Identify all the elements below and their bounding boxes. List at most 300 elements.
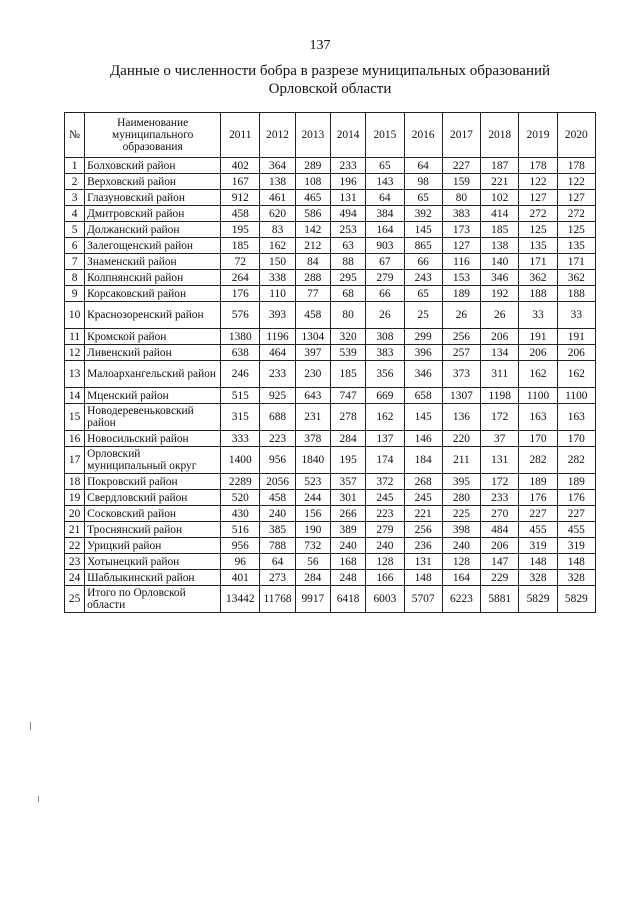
value-cell: 643	[295, 388, 330, 404]
value-cell: 66	[366, 286, 404, 302]
header-name: Наименование муниципального образования	[85, 113, 221, 158]
row-number: 6	[65, 238, 85, 254]
table-row	[65, 506, 596, 522]
value-cell: 233	[481, 490, 519, 506]
row-number: 3	[65, 190, 85, 206]
value-cell: 13442	[221, 586, 260, 613]
value-cell: 192	[481, 286, 519, 302]
value-cell: 131	[404, 554, 442, 570]
value-cell: 301	[330, 490, 365, 506]
table-row	[65, 538, 596, 554]
municipality-name: Дмитровский район	[85, 206, 221, 222]
value-cell: 389	[330, 522, 365, 538]
value-cell: 68	[330, 286, 365, 302]
value-cell: 72	[221, 254, 260, 270]
value-cell: 102	[481, 190, 519, 206]
table-row	[65, 404, 596, 431]
value-cell: 185	[481, 222, 519, 238]
value-cell: 176	[557, 490, 595, 506]
municipality-name: Покровский район	[85, 474, 221, 490]
value-cell: 586	[295, 206, 330, 222]
value-cell: 357	[330, 474, 365, 490]
value-cell: 244	[295, 490, 330, 506]
header-year: 2017	[442, 113, 480, 158]
municipality-name: Корсаковский район	[85, 286, 221, 302]
value-cell: 164	[366, 222, 404, 238]
table-row	[65, 254, 596, 270]
row-number: 23	[65, 554, 85, 570]
header-year: 2012	[260, 113, 295, 158]
value-cell: 396	[404, 345, 442, 361]
value-cell: 150	[260, 254, 295, 270]
value-cell: 188	[557, 286, 595, 302]
municipality-name: Итого по Орловской области	[85, 586, 221, 613]
table-row	[65, 302, 596, 329]
value-cell: 2056	[260, 474, 295, 490]
value-cell: 148	[519, 554, 557, 570]
header-year: 2019	[519, 113, 557, 158]
value-cell: 233	[330, 158, 365, 174]
value-cell: 245	[404, 490, 442, 506]
value-cell: 225	[442, 506, 480, 522]
value-cell: 84	[295, 254, 330, 270]
value-cell: 138	[260, 174, 295, 190]
row-number: 11	[65, 329, 85, 345]
value-cell: 26	[481, 302, 519, 329]
value-cell: 520	[221, 490, 260, 506]
value-cell: 189	[557, 474, 595, 490]
value-cell: 221	[404, 506, 442, 522]
value-cell: 956	[260, 447, 295, 474]
row-number: 7	[65, 254, 85, 270]
value-cell: 1100	[519, 388, 557, 404]
municipality-name: Сосковский район	[85, 506, 221, 522]
header-year: 2013	[295, 113, 330, 158]
scan-mark	[30, 722, 31, 730]
value-cell: 494	[330, 206, 365, 222]
value-cell: 402	[221, 158, 260, 174]
value-cell: 430	[221, 506, 260, 522]
value-cell: 395	[442, 474, 480, 490]
table-row	[65, 554, 596, 570]
value-cell: 455	[557, 522, 595, 538]
value-cell: 135	[519, 238, 557, 254]
value-cell: 159	[442, 174, 480, 190]
value-cell: 356	[366, 361, 404, 388]
value-cell: 362	[519, 270, 557, 286]
value-cell: 227	[442, 158, 480, 174]
municipality-name: Хотынецкий район	[85, 554, 221, 570]
header-year: 2014	[330, 113, 365, 158]
value-cell: 245	[366, 490, 404, 506]
municipality-name: Болховский район	[85, 158, 221, 174]
value-cell: 1198	[481, 388, 519, 404]
value-cell: 65	[366, 158, 404, 174]
value-cell: 163	[557, 404, 595, 431]
value-cell: 138	[481, 238, 519, 254]
value-cell: 458	[295, 302, 330, 329]
value-cell: 191	[519, 329, 557, 345]
value-cell: 253	[330, 222, 365, 238]
value-cell: 256	[404, 522, 442, 538]
value-cell: 319	[557, 538, 595, 554]
value-cell: 658	[404, 388, 442, 404]
value-cell: 6418	[330, 586, 365, 613]
value-cell: 196	[330, 174, 365, 190]
value-cell: 148	[557, 554, 595, 570]
value-cell: 384	[366, 206, 404, 222]
value-cell: 195	[221, 222, 260, 238]
municipality-name: Знаменский район	[85, 254, 221, 270]
value-cell: 227	[519, 506, 557, 522]
value-cell: 373	[442, 361, 480, 388]
municipality-name: Ливенский район	[85, 345, 221, 361]
value-cell: 122	[519, 174, 557, 190]
value-cell: 191	[557, 329, 595, 345]
value-cell: 127	[519, 190, 557, 206]
beaver-population-table	[64, 112, 596, 613]
header-year: 2016	[404, 113, 442, 158]
value-cell: 206	[557, 345, 595, 361]
value-cell: 67	[366, 254, 404, 270]
value-cell: 5881	[481, 586, 519, 613]
value-cell: 80	[442, 190, 480, 206]
value-cell: 127	[557, 190, 595, 206]
value-cell: 171	[519, 254, 557, 270]
table-row	[65, 158, 596, 174]
value-cell: 33	[519, 302, 557, 329]
value-cell: 346	[404, 361, 442, 388]
value-cell: 136	[442, 404, 480, 431]
value-cell: 162	[260, 238, 295, 254]
value-cell: 788	[260, 538, 295, 554]
title-line-1: Данные о численности бобра в разрезе муниципальных образований	[109, 63, 551, 79]
value-cell: 383	[442, 206, 480, 222]
value-cell: 64	[366, 190, 404, 206]
table-row	[65, 345, 596, 361]
value-cell: 414	[481, 206, 519, 222]
value-cell: 168	[330, 554, 365, 570]
value-cell: 227	[557, 506, 595, 522]
value-cell: 1400	[221, 447, 260, 474]
table-row	[65, 447, 596, 474]
value-cell: 88	[330, 254, 365, 270]
value-cell: 170	[557, 431, 595, 447]
row-number: 14	[65, 388, 85, 404]
municipality-name: Колпнянский район	[85, 270, 221, 286]
municipality-name: Залегощенский район	[85, 238, 221, 254]
value-cell: 162	[557, 361, 595, 388]
value-cell: 233	[260, 361, 295, 388]
value-cell: 140	[481, 254, 519, 270]
value-cell: 243	[404, 270, 442, 286]
value-cell: 171	[557, 254, 595, 270]
value-cell: 273	[260, 570, 295, 586]
value-cell: 272	[557, 206, 595, 222]
value-cell: 1380	[221, 329, 260, 345]
value-cell: 231	[295, 404, 330, 431]
municipality-name: Новосильский район	[85, 431, 221, 447]
value-cell: 246	[221, 361, 260, 388]
value-cell: 125	[519, 222, 557, 238]
value-cell: 206	[519, 345, 557, 361]
value-cell: 148	[404, 570, 442, 586]
municipality-name: Урицкий район	[85, 538, 221, 554]
value-cell: 279	[366, 270, 404, 286]
value-cell: 903	[366, 238, 404, 254]
row-number: 20	[65, 506, 85, 522]
value-cell: 137	[366, 431, 404, 447]
value-cell: 240	[260, 506, 295, 522]
value-cell: 125	[557, 222, 595, 238]
value-cell: 26	[366, 302, 404, 329]
value-cell: 147	[481, 554, 519, 570]
row-number: 16	[65, 431, 85, 447]
value-cell: 65	[404, 190, 442, 206]
value-cell: 122	[557, 174, 595, 190]
value-cell: 956	[221, 538, 260, 554]
table-row	[65, 329, 596, 345]
value-cell: 127	[442, 238, 480, 254]
row-number: 15	[65, 404, 85, 431]
value-cell: 110	[260, 286, 295, 302]
value-cell: 63	[330, 238, 365, 254]
header-year: 2011	[221, 113, 260, 158]
value-cell: 166	[366, 570, 404, 586]
value-cell: 912	[221, 190, 260, 206]
value-cell: 315	[221, 404, 260, 431]
value-cell: 5829	[519, 586, 557, 613]
row-number: 19	[65, 490, 85, 506]
value-cell: 146	[404, 431, 442, 447]
value-cell: 178	[519, 158, 557, 174]
value-cell: 464	[260, 345, 295, 361]
value-cell: 185	[221, 238, 260, 254]
value-cell: 328	[557, 570, 595, 586]
value-cell: 397	[295, 345, 330, 361]
value-cell: 128	[366, 554, 404, 570]
value-cell: 188	[519, 286, 557, 302]
value-cell: 393	[260, 302, 295, 329]
municipality-name: Верховский район	[85, 174, 221, 190]
page-number: 137	[309, 38, 331, 53]
value-cell: 37	[481, 431, 519, 447]
table-row	[65, 222, 596, 238]
value-cell: 173	[442, 222, 480, 238]
value-cell: 6223	[442, 586, 480, 613]
value-cell: 134	[481, 345, 519, 361]
row-number: 22	[65, 538, 85, 554]
value-cell: 80	[330, 302, 365, 329]
value-cell: 398	[442, 522, 480, 538]
value-cell: 162	[366, 404, 404, 431]
value-cell: 272	[519, 206, 557, 222]
row-number: 18	[65, 474, 85, 490]
value-cell: 385	[260, 522, 295, 538]
value-cell: 206	[481, 329, 519, 345]
table-row	[65, 522, 596, 538]
value-cell: 83	[260, 222, 295, 238]
value-cell: 747	[330, 388, 365, 404]
value-cell: 98	[404, 174, 442, 190]
value-cell: 333	[221, 431, 260, 447]
value-cell: 156	[295, 506, 330, 522]
value-cell: 178	[557, 158, 595, 174]
value-cell: 461	[260, 190, 295, 206]
value-cell: 364	[260, 158, 295, 174]
value-cell: 1304	[295, 329, 330, 345]
value-cell: 190	[295, 522, 330, 538]
value-cell: 212	[295, 238, 330, 254]
value-cell: 383	[366, 345, 404, 361]
value-cell: 338	[260, 270, 295, 286]
value-cell: 131	[330, 190, 365, 206]
table-row	[65, 361, 596, 388]
header-year: 2015	[366, 113, 404, 158]
value-cell: 401	[221, 570, 260, 586]
value-cell: 278	[330, 404, 365, 431]
row-number: 2	[65, 174, 85, 190]
value-cell: 372	[366, 474, 404, 490]
value-cell: 279	[366, 522, 404, 538]
value-cell: 1196	[260, 329, 295, 345]
value-cell: 2289	[221, 474, 260, 490]
value-cell: 145	[404, 222, 442, 238]
header-year: 2020	[557, 113, 595, 158]
value-cell: 187	[481, 158, 519, 174]
value-cell: 465	[295, 190, 330, 206]
municipality-name: Свердловский район	[85, 490, 221, 506]
municipality-name: Шаблыкинский район	[85, 570, 221, 586]
table-row	[65, 388, 596, 404]
value-cell: 732	[295, 538, 330, 554]
value-cell: 284	[295, 570, 330, 586]
value-cell: 174	[366, 447, 404, 474]
value-cell: 346	[481, 270, 519, 286]
value-cell: 268	[404, 474, 442, 490]
municipality-name: Мценский район	[85, 388, 221, 404]
municipality-name: Новодеревеньковский район	[85, 404, 221, 431]
value-cell: 33	[557, 302, 595, 329]
value-cell: 6003	[366, 586, 404, 613]
table-row	[65, 490, 596, 506]
row-number: 5	[65, 222, 85, 238]
municipality-name: Глазуновский район	[85, 190, 221, 206]
table-header-row	[65, 113, 596, 158]
row-number: 25	[65, 586, 85, 613]
table-body	[65, 158, 596, 613]
value-cell: 523	[295, 474, 330, 490]
value-cell: 288	[295, 270, 330, 286]
value-cell: 284	[330, 431, 365, 447]
value-cell: 229	[481, 570, 519, 586]
value-cell: 669	[366, 388, 404, 404]
municipality-name: Орловский муниципальный округ	[85, 447, 221, 474]
row-number: 13	[65, 361, 85, 388]
value-cell: 143	[366, 174, 404, 190]
header-num: №	[65, 113, 85, 158]
row-number: 12	[65, 345, 85, 361]
value-cell: 289	[295, 158, 330, 174]
value-cell: 282	[519, 447, 557, 474]
value-cell: 320	[330, 329, 365, 345]
municipality-name: Краснозоренский район	[85, 302, 221, 329]
value-cell: 362	[557, 270, 595, 286]
value-cell: 206	[481, 538, 519, 554]
value-cell: 311	[481, 361, 519, 388]
value-cell: 153	[442, 270, 480, 286]
value-cell: 240	[366, 538, 404, 554]
municipality-name: Малоархангельский район	[85, 361, 221, 388]
value-cell: 172	[481, 404, 519, 431]
value-cell: 135	[557, 238, 595, 254]
value-cell: 5707	[404, 586, 442, 613]
value-cell: 145	[404, 404, 442, 431]
value-cell: 189	[442, 286, 480, 302]
value-cell: 455	[519, 522, 557, 538]
value-cell: 515	[221, 388, 260, 404]
value-cell: 223	[260, 431, 295, 447]
value-cell: 184	[404, 447, 442, 474]
value-cell: 576	[221, 302, 260, 329]
value-cell: 5829	[557, 586, 595, 613]
value-cell: 56	[295, 554, 330, 570]
value-cell: 11768	[260, 586, 295, 613]
value-cell: 9917	[295, 586, 330, 613]
value-cell: 282	[557, 447, 595, 474]
row-number: 17	[65, 447, 85, 474]
value-cell: 128	[442, 554, 480, 570]
value-cell: 299	[404, 329, 442, 345]
row-number: 24	[65, 570, 85, 586]
title-line-2: Орловской области	[268, 81, 392, 97]
document-title	[60, 62, 600, 98]
value-cell: 108	[295, 174, 330, 190]
value-cell: 116	[442, 254, 480, 270]
value-cell: 1840	[295, 447, 330, 474]
value-cell: 96	[221, 554, 260, 570]
value-cell: 185	[330, 361, 365, 388]
value-cell: 65	[404, 286, 442, 302]
value-cell: 25	[404, 302, 442, 329]
value-cell: 77	[295, 286, 330, 302]
value-cell: 458	[221, 206, 260, 222]
value-cell: 516	[221, 522, 260, 538]
table-row	[65, 190, 596, 206]
value-cell: 176	[221, 286, 260, 302]
value-cell: 64	[404, 158, 442, 174]
value-cell: 638	[221, 345, 260, 361]
row-number: 1	[65, 158, 85, 174]
value-cell: 164	[442, 570, 480, 586]
value-cell: 170	[519, 431, 557, 447]
value-cell: 248	[330, 570, 365, 586]
value-cell: 163	[519, 404, 557, 431]
value-cell: 1307	[442, 388, 480, 404]
value-cell: 230	[295, 361, 330, 388]
value-cell: 236	[404, 538, 442, 554]
value-cell: 319	[519, 538, 557, 554]
value-cell: 211	[442, 447, 480, 474]
value-cell: 131	[481, 447, 519, 474]
value-cell: 484	[481, 522, 519, 538]
value-cell: 865	[404, 238, 442, 254]
value-cell: 176	[519, 490, 557, 506]
value-cell: 240	[330, 538, 365, 554]
value-cell: 688	[260, 404, 295, 431]
value-cell: 256	[442, 329, 480, 345]
value-cell: 220	[442, 431, 480, 447]
